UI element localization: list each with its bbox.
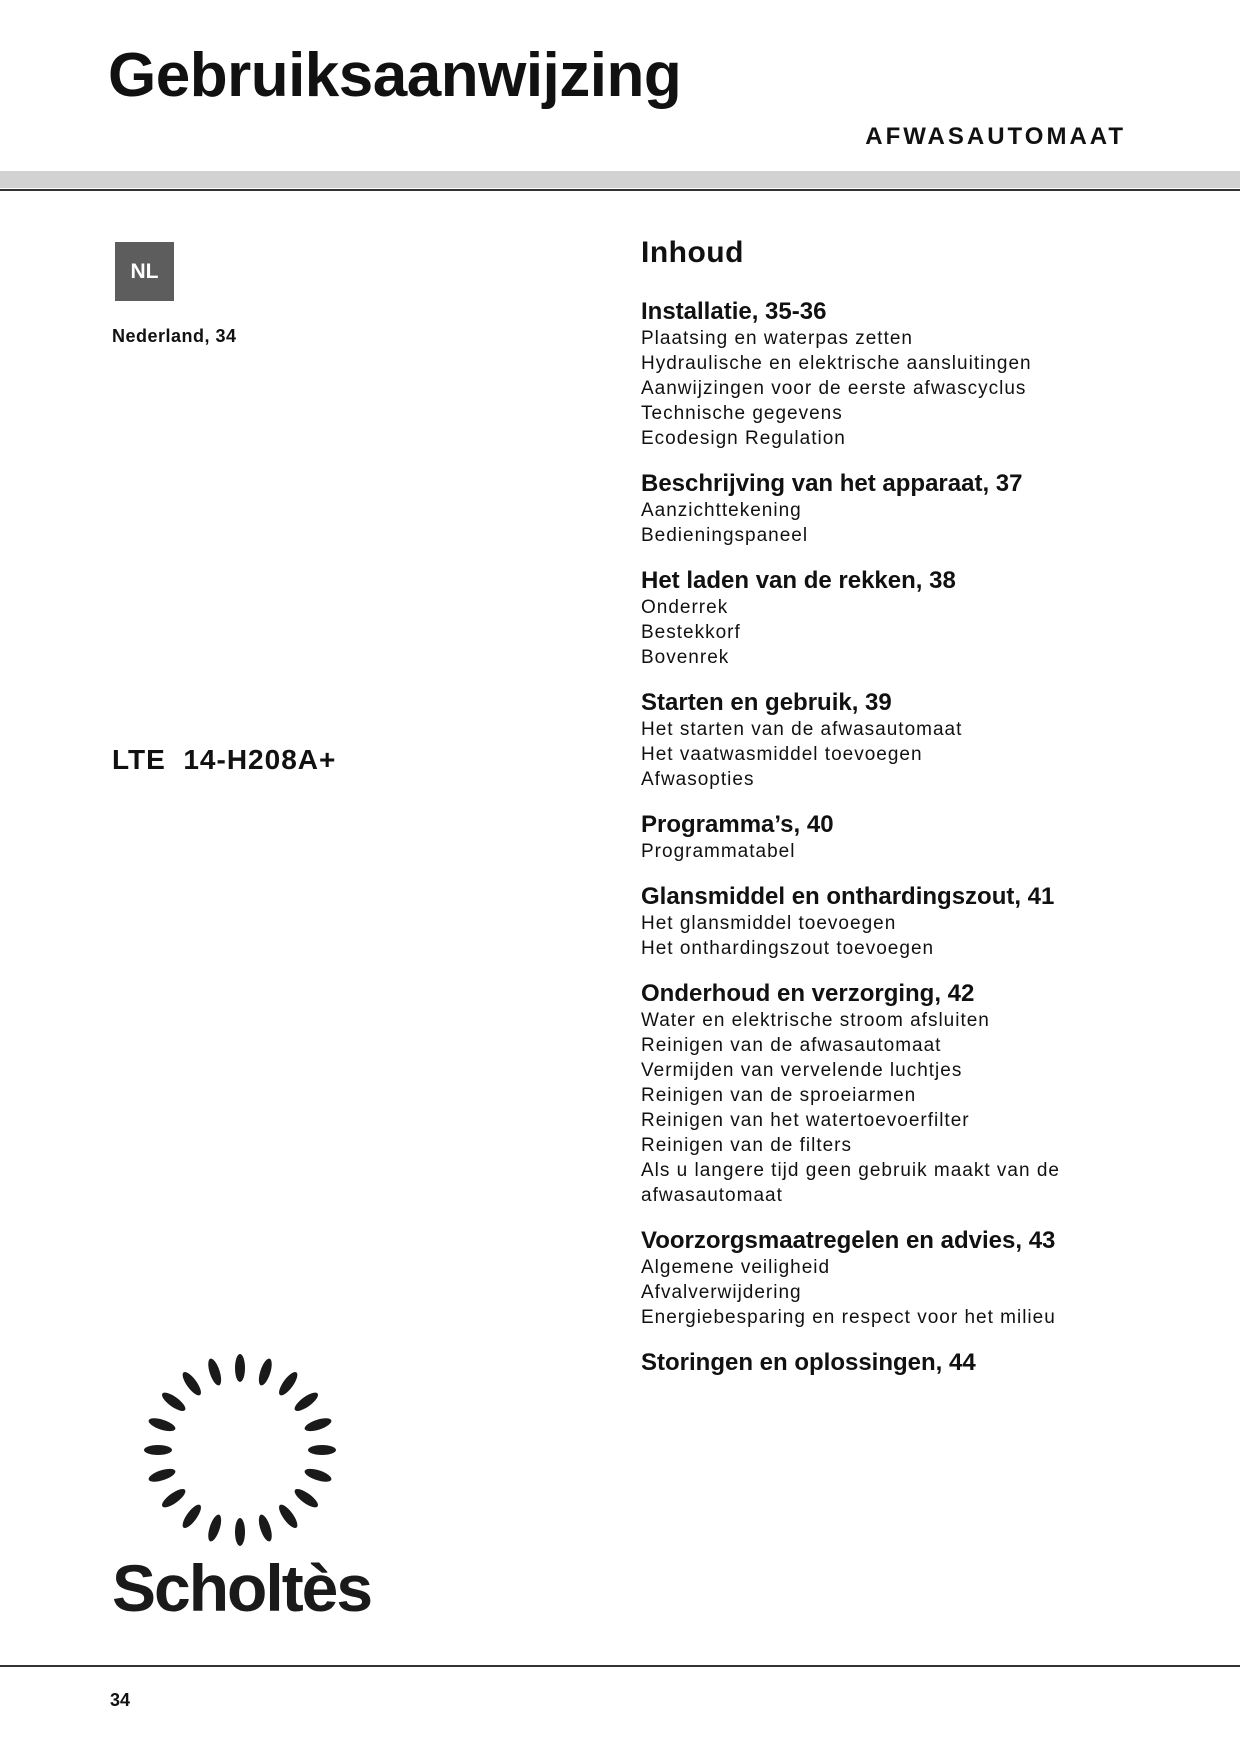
toc-section-title: Glansmiddel en onthardingszout, 41	[641, 883, 1055, 910]
toc-item: Bestekkorf	[641, 622, 741, 643]
sun-ray	[147, 1466, 177, 1484]
toc-item: Algemene veiligheid	[641, 1257, 831, 1278]
sun-ray	[276, 1502, 301, 1531]
toc-section-title: Installatie, 35-36	[641, 298, 827, 325]
toc-item: Het onthardingszout toevoegen	[641, 938, 935, 959]
toc-item: Programmatabel	[641, 841, 796, 862]
document-title: Gebruiksaanwijzing	[108, 41, 682, 110]
sun-ray	[292, 1486, 321, 1511]
toc-item: Reinigen van het watertoevoerfilter	[641, 1110, 970, 1131]
toc-section	[641, 882, 1201, 961]
toc-item: Energiebesparing en respect voor het milieu	[641, 1307, 1056, 1328]
toc-section	[641, 688, 1201, 792]
sun-logo-icon	[140, 1350, 340, 1550]
sun-ray	[235, 1354, 245, 1382]
toc-section-title: Starten en gebruik, 39	[641, 689, 892, 716]
toc-section-title: Het laden van de rekken, 38	[641, 567, 956, 594]
toc-item: Het starten van de afwasautomaat	[641, 719, 963, 740]
toc-item: Afvalverwijdering	[641, 1282, 802, 1303]
toc-section-title: Programma’s, 40	[641, 811, 834, 838]
sun-ray	[206, 1357, 224, 1387]
toc-section	[641, 469, 1201, 548]
sun-ray	[256, 1513, 274, 1543]
sun-ray	[303, 1466, 333, 1484]
toc-item: Onderrek	[641, 597, 729, 618]
sun-ray	[147, 1416, 177, 1434]
header-band	[0, 171, 1240, 188]
sun-ray	[159, 1390, 188, 1415]
toc-item: Het vaatwasmiddel toevoegen	[641, 744, 923, 765]
language-country: Nederland, 34	[112, 326, 237, 346]
toc-item: Als u langere tijd geen gebruik maakt van de afwasautomaat	[641, 1160, 1060, 1206]
toc-item: Aanzichttekening	[641, 500, 802, 521]
page-number: 34	[110, 1690, 131, 1710]
toc-section	[641, 810, 1201, 864]
toc-item: Vermijden van vervelende luchtjes	[641, 1060, 963, 1081]
toc-section	[641, 1226, 1201, 1330]
toc-item: Plaatsing en waterpas zetten	[641, 328, 913, 349]
sun-ray	[276, 1369, 301, 1398]
sun-ray	[303, 1416, 333, 1434]
sun-ray	[256, 1357, 274, 1387]
sun-ray	[159, 1486, 188, 1511]
toc-section	[641, 566, 1201, 670]
toc-item: Reinigen van de filters	[641, 1135, 852, 1156]
toc-item: Het glansmiddel toevoegen	[641, 913, 897, 934]
toc-item: Ecodesign Regulation	[641, 428, 846, 449]
toc-heading: Inhoud	[641, 236, 744, 269]
sun-ray	[144, 1445, 172, 1455]
sun-ray	[235, 1518, 245, 1546]
sun-ray	[308, 1445, 336, 1455]
toc-section	[641, 1348, 1201, 1377]
table-of-contents	[641, 230, 1201, 1395]
toc-section	[641, 979, 1201, 1208]
toc-item: Reinigen van de afwasautomaat	[641, 1035, 942, 1056]
toc-section-title: Storingen en oplossingen, 44	[641, 1349, 976, 1376]
sun-ray	[180, 1369, 205, 1398]
sun-ray	[292, 1390, 321, 1415]
toc-section-title: Beschrijving van het apparaat, 37	[641, 470, 1023, 497]
header-divider	[0, 189, 1240, 191]
sun-ray	[180, 1502, 205, 1531]
brand-logo	[112, 1350, 372, 1630]
toc-item: Hydraulische en elektrische aansluitingen	[641, 353, 1032, 374]
toc-item: Afwasopties	[641, 769, 755, 790]
sun-ray	[206, 1513, 224, 1543]
toc-item: Technische gegevens	[641, 403, 843, 424]
toc-item: Reinigen van de sproeiarmen	[641, 1085, 917, 1106]
brand-logo-text: Scholtès	[112, 1551, 372, 1625]
toc-section-title: Voorzorgsmaatregelen en advies, 43	[641, 1227, 1056, 1254]
toc-sections	[641, 297, 1201, 1377]
toc-section-title: Onderhoud en verzorging, 42	[641, 980, 975, 1007]
toc-item: Bovenrek	[641, 647, 730, 668]
language-badge: NL	[115, 242, 174, 301]
toc-section	[641, 297, 1201, 451]
document-subtitle: AFWASAUTOMAAT	[865, 123, 1126, 150]
toc-item: Water en elektrische stroom afsluiten	[641, 1010, 990, 1031]
model-number: LTE 14-H208A+	[112, 744, 337, 775]
toc-item: Bedieningspaneel	[641, 525, 809, 546]
toc-item: Aanwijzingen voor de eerste afwascyclus	[641, 378, 1027, 399]
footer-divider	[0, 1665, 1240, 1667]
